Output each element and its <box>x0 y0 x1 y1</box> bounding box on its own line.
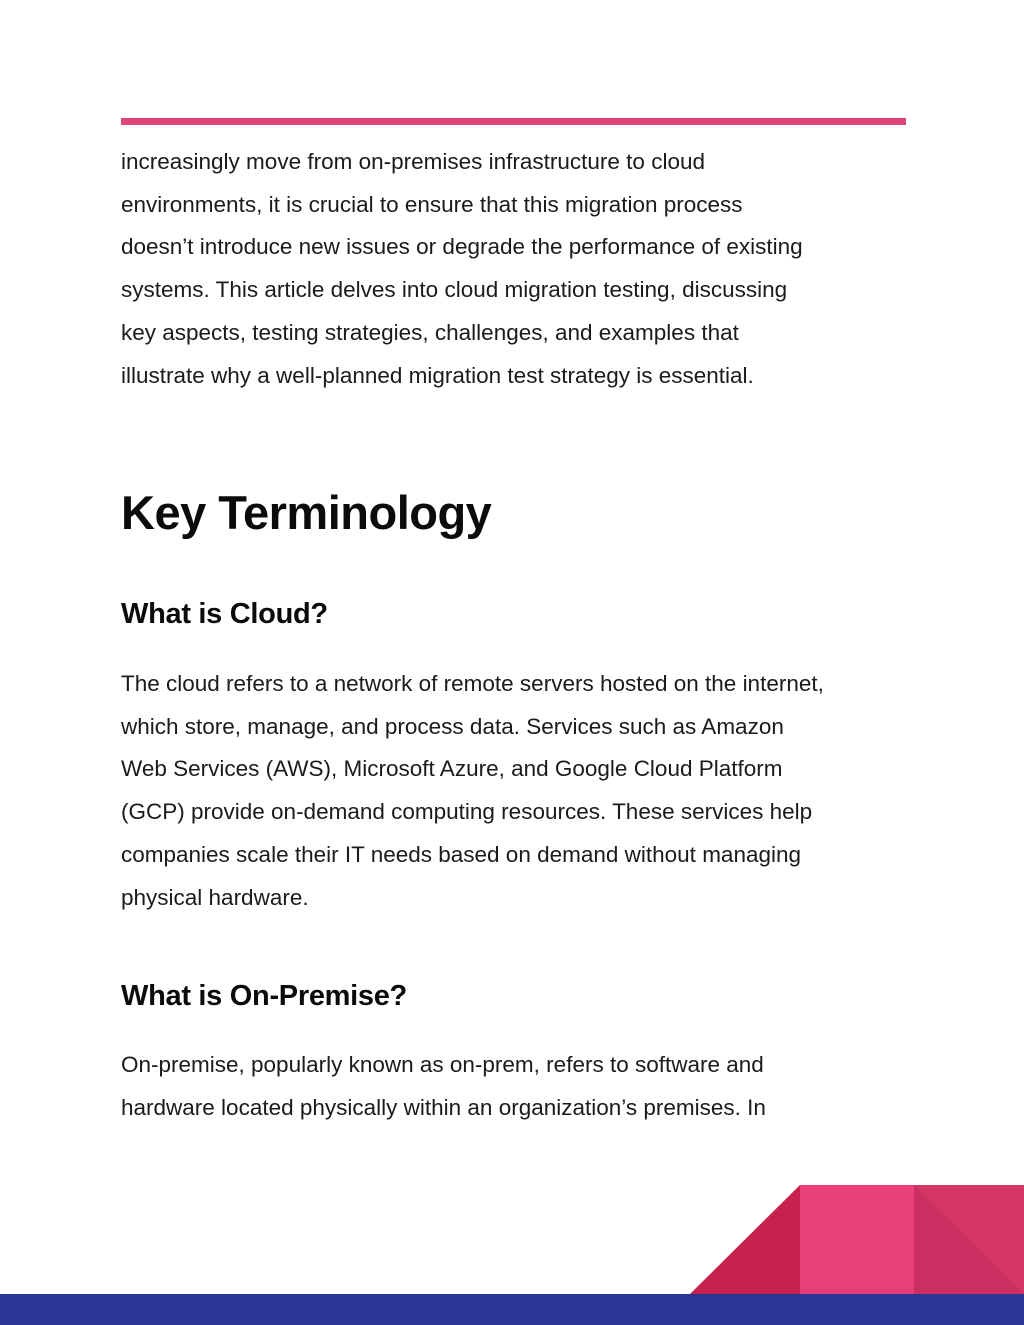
crimson-triangle-shape <box>690 1185 800 1294</box>
section-title: Key Terminology <box>121 486 492 539</box>
pink-square-shape <box>800 1185 914 1294</box>
corner-decoration <box>690 1185 1024 1294</box>
cloud-paragraph: The cloud refers to a network of remote servers hosted on the internet, which store, manage, and process data. Services such as Amazon Web Services (AWS), Microsoft Azure, and Google Cloud Platform (GCP) provide on-demand computing resources. These services help companies scale their IT needs based on demand without managing physical hardware. <box>121 671 824 910</box>
cloud-heading: What is Cloud? <box>121 598 328 630</box>
top-accent-rule <box>121 118 906 125</box>
onprem-paragraph: On-premise, popularly known as on-prem, refers to software and hardware located physically within an organization’s premises. In <box>121 1052 766 1120</box>
onprem-heading: What is On-Premise? <box>121 980 407 1012</box>
intro-paragraph: increasingly move from on-premises infrastructure to cloud environments, it is crucial to ensure that this migration process doesn’t introduce new issues or degrade the performance of existing systems. This article delves into cloud migration testing, discussing key aspects, testing strategies, challenges, and examples that illustrate why a well-planned migration test strategy is essential. <box>121 149 803 388</box>
footer-bar <box>0 1294 1024 1325</box>
